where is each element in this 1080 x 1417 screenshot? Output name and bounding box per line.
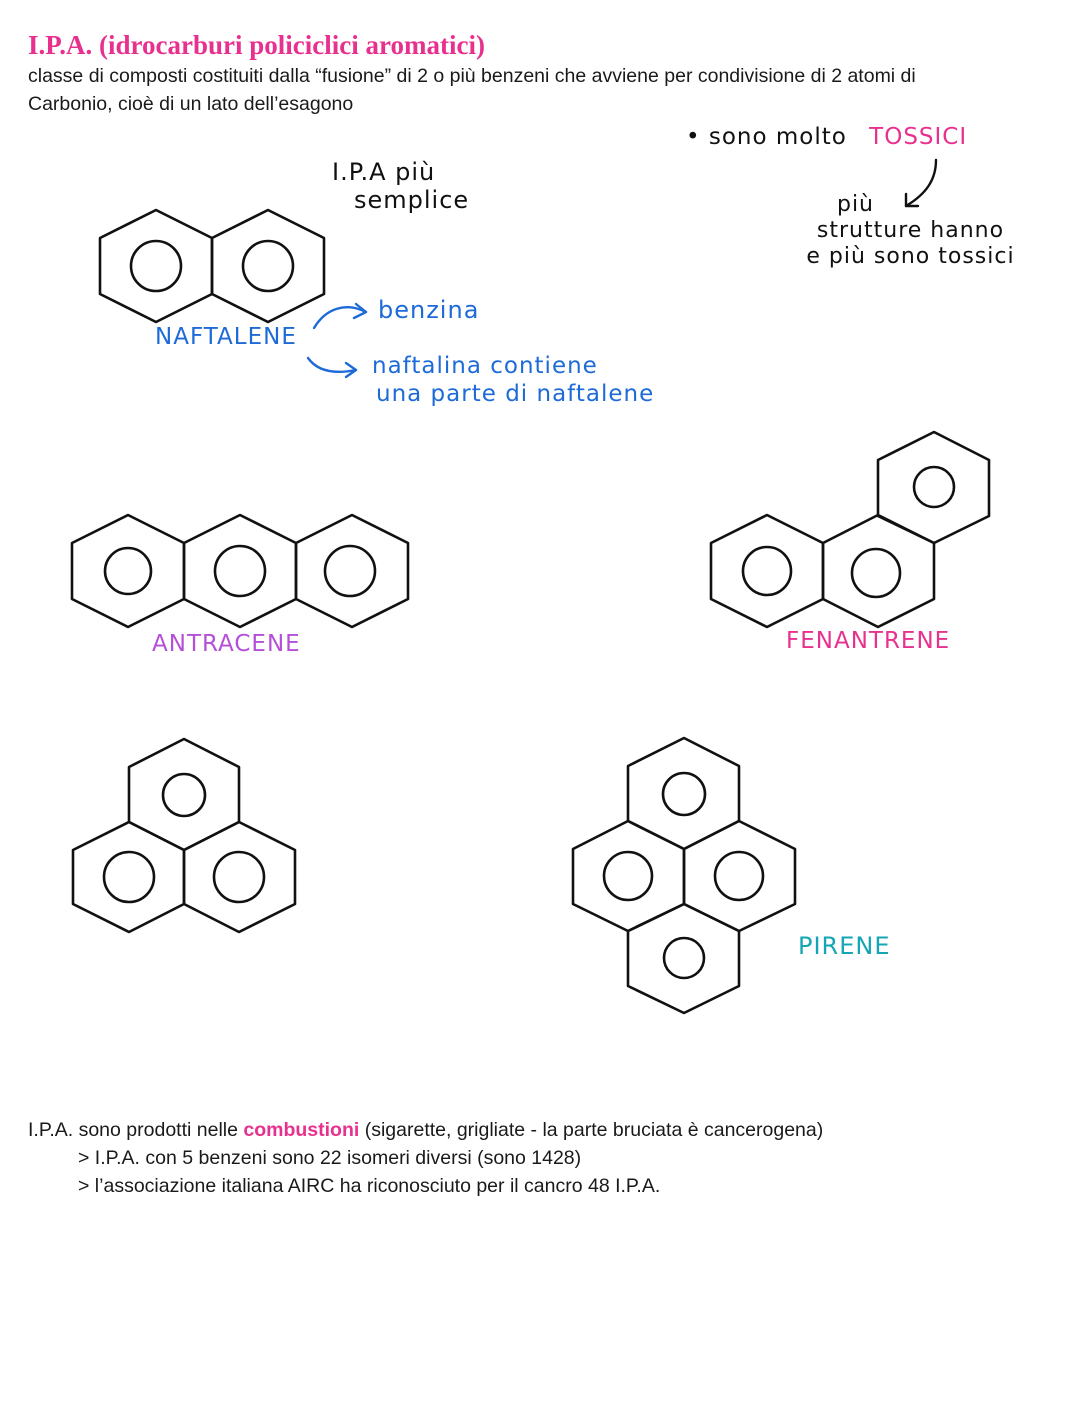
fenantrene-aromatic-circle-3	[914, 467, 954, 507]
pirene-label: PIRENE	[798, 932, 891, 960]
antracene-aromatic-circle-3	[325, 546, 375, 596]
pirene-aromatic-circle-3	[715, 852, 763, 900]
pirene-ring-top	[628, 738, 739, 849]
footer-line-1	[28, 1116, 1058, 1144]
pirene-structure	[573, 738, 795, 1013]
footer-line-1-post: (sigarette, grigliate - la parte bruciata è cancerogena)	[364, 1119, 824, 1141]
footer-line-2: > I.P.A. con 5 benzeni sono 22 isomeri diversi (sono 1428)	[78, 1147, 582, 1169]
note-ipa-simple-line-2: semplice	[354, 186, 470, 214]
arrow-to-benzina-icon	[314, 304, 366, 328]
footer-line-3: > l’associazione italiana AIRC ha riconosciuto per il cancro 48 I.P.A.	[78, 1175, 661, 1197]
naftalene-structure	[100, 210, 324, 322]
antracene-ring-2	[184, 515, 296, 627]
fenantrene-ring-2	[823, 515, 934, 627]
footer-line-1-pre: I.P.A. sono prodotti nelle	[28, 1119, 238, 1141]
note-benzina: benzina	[378, 296, 480, 324]
triangular-aromatic-circle-3	[214, 852, 264, 902]
antracene-ring-3	[296, 515, 408, 627]
note-naftalina-line-1: naftalina contiene	[372, 353, 598, 379]
pirene-aromatic-circle-2	[604, 852, 652, 900]
note-naftalina-line-2: una parte di naftalene	[376, 381, 655, 407]
intro-line-1: classe di composti costituiti dalla “fusione” di 2 o più benzeni che avviene per condivisione di 2 atomi di	[28, 65, 916, 87]
pirene-ring-right	[684, 821, 795, 931]
fenantrene-aromatic-circle-2	[852, 549, 900, 597]
note-toxic-sub-line-2: strutture hanno	[816, 218, 1005, 243]
triangular-ring-top	[129, 739, 239, 850]
antracene-aromatic-circle-2	[215, 546, 265, 596]
triangular-aromatic-circle-1	[163, 774, 205, 816]
triangular-ring-left	[73, 822, 184, 932]
triangular-ring-right	[184, 822, 295, 932]
pirene-aromatic-circle-1	[663, 773, 705, 815]
antracene-ring-1	[72, 515, 184, 627]
arrow-toxic-icon	[906, 160, 936, 206]
intro-line-2: Carbonio, cioè di un lato dell’esagono	[28, 93, 354, 115]
arrow-to-naftalina-icon	[308, 358, 356, 377]
fenantrene-aromatic-circle-1	[743, 547, 791, 595]
fenantrene-ring-1	[711, 515, 823, 627]
naftalene-aromatic-circle-1	[131, 241, 181, 291]
antracene-label: ANTRACENE	[152, 631, 301, 657]
fenantrene-structure	[711, 432, 989, 627]
naftalene-label: NAFTALENE	[155, 324, 297, 350]
footer-highlight-combustioni: combustioni	[243, 1119, 360, 1141]
note-toxic-prefix: • sono molto	[686, 124, 847, 150]
antracene-structure	[72, 515, 408, 627]
naftalene-ring-1	[100, 210, 212, 322]
note-toxic-sub-line-1: più	[836, 192, 875, 217]
page-title: I.P.A. (idrocarburi policiclici aromatici)	[28, 30, 485, 60]
fenantrene-ring-3	[878, 432, 989, 543]
triangular-ipa-structure	[73, 739, 295, 932]
naftalene-aromatic-circle-2	[243, 241, 293, 291]
pirene-aromatic-circle-4	[664, 938, 704, 978]
pirene-ring-bottom	[628, 904, 739, 1013]
note-ipa-simple-line-1: I.P.A più	[332, 158, 436, 186]
antracene-aromatic-circle-1	[105, 548, 151, 594]
fenantrene-label: FENANTRENE	[786, 628, 951, 654]
note-toxic-word: TOSSICI	[869, 124, 968, 150]
naftalene-ring-2	[212, 210, 324, 322]
note-toxic-sub-line-3: e più sono tossici	[806, 244, 1015, 269]
footer-text	[28, 1116, 1058, 1200]
triangular-aromatic-circle-2	[104, 852, 154, 902]
pirene-ring-left	[573, 821, 684, 931]
